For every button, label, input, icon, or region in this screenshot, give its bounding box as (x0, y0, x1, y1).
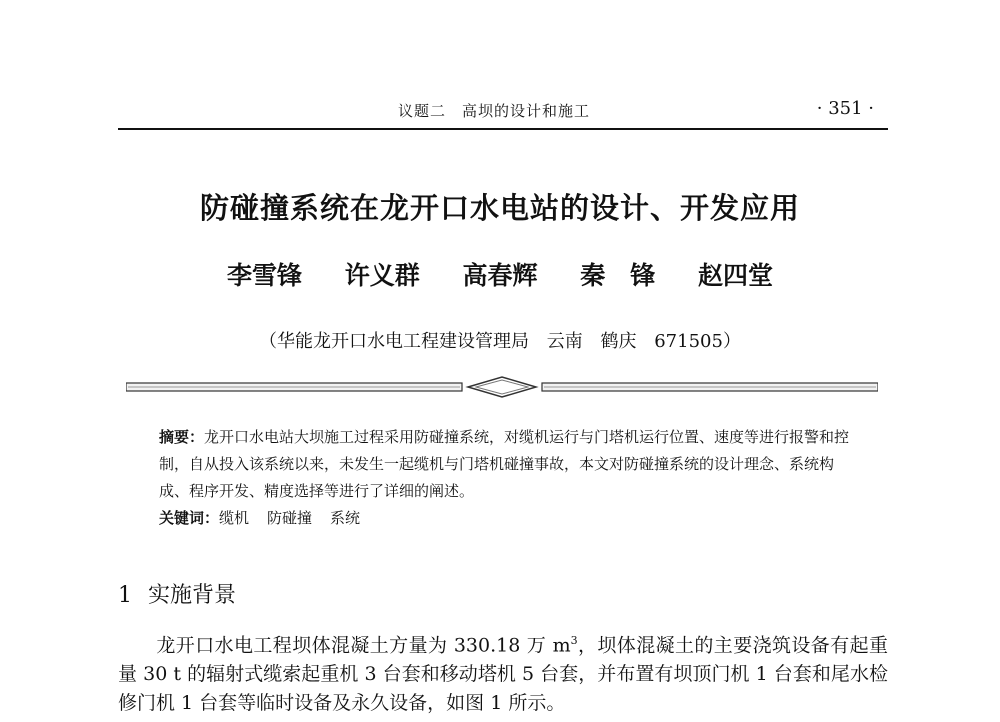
author-name: 高春辉 (462, 261, 538, 290)
keyword: 系统 (330, 509, 361, 527)
running-header (118, 94, 888, 130)
running-header-title: 议题二 高坝的设计和施工 (398, 102, 591, 120)
keywords-label: 关键词： (159, 509, 220, 527)
keyword: 缆机 (219, 509, 250, 527)
body-paragraph (118, 626, 888, 718)
author-name: 秦 锋 (580, 261, 656, 290)
affiliation-postcode: 671505） (654, 331, 741, 352)
body-text-start: 龙开口水电工程坝体混凝土方量为 330.18 万 m (156, 634, 571, 657)
abstract (159, 424, 859, 505)
affiliation-organization: （华能龙开口水电工程建设管理局 (259, 331, 530, 352)
page-number: · 351 · (816, 98, 874, 119)
affiliation (0, 327, 1000, 353)
paper-title: 防碰撞系统在龙开口水电站的设计、开发应用 (199, 191, 800, 225)
section-number: 1 (118, 583, 132, 608)
abstract-text: 龙开口水电站大坝施工过程采用防碰撞系统，对缆机运行与门塔机运行位置、速度等进行报警和控制，自从投入该系统以来，未发生一起缆机与门塔机碰撞事故，本文对防碰撞系统的设计理念、系统构成、程序开发、精度选择等进行了详细的阐述。 (159, 428, 850, 500)
affiliation-province: 云南 (546, 331, 583, 352)
keywords (159, 505, 378, 532)
affiliation-city: 鹤庆 (600, 331, 637, 352)
author-name: 李雪锋 (227, 261, 303, 290)
author-name: 赵四堂 (697, 261, 773, 290)
author-list (0, 256, 1000, 292)
author-name: 许义群 (344, 261, 420, 290)
section-title: 实施背景 (148, 583, 237, 608)
section-heading (118, 578, 236, 609)
abstract-label: 摘要： (159, 428, 205, 446)
superscript-exponent: 3 (570, 634, 578, 647)
keyword: 防碰撞 (267, 509, 313, 527)
ornamental-divider (126, 374, 878, 400)
body-text-end: ，坝体混凝土的主要浇筑设备有起重量 30 t 的辐射式缆索起重机 3 台套和移动塔机 5 台套，并布置有坝顶门机 1 台套和尾水检修门机 1 台套等临时设备及永久设备，如图 1 所示。 (118, 634, 888, 715)
